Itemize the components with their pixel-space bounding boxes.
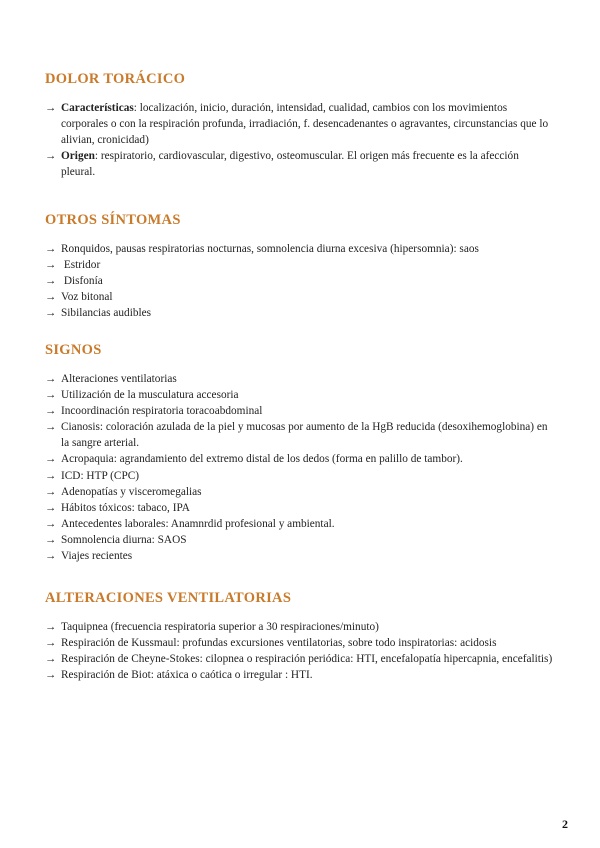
item-text: Utilización de la musculatura accesoria bbox=[61, 389, 239, 402]
item-text: Respiración de Kussmaul: profundas excursiones ventilatorias, sobre todo inspiratorias: acidosis bbox=[61, 637, 497, 650]
arrow-icon: → bbox=[45, 405, 57, 418]
section-heading: OTROS SÍNTOMAS bbox=[45, 212, 181, 228]
section-alteraciones-ventilatorias bbox=[45, 589, 555, 683]
list-item bbox=[45, 651, 555, 667]
item-text: Voz bitonal bbox=[61, 291, 113, 304]
item-text: Incoordinación respiratoria toracoabdominal bbox=[61, 405, 263, 418]
arrow-icon: → bbox=[45, 453, 57, 466]
list-item bbox=[45, 500, 555, 516]
item-text: Hábitos tóxicos: tabaco, IPA bbox=[61, 501, 190, 514]
arrow-icon: → bbox=[45, 259, 57, 272]
bullet-list bbox=[45, 100, 555, 180]
item-text: : respiratorio, cardiovascular, digestivo, osteomuscular. El origen más frecuente es la afección pleural. bbox=[61, 150, 519, 179]
item-text: Acropaquia: agrandamiento del extremo distal de los dedos (forma en palillo de tambor). bbox=[61, 453, 463, 466]
arrow-icon: → bbox=[45, 501, 57, 514]
section-dolor-toracico bbox=[45, 70, 555, 180]
list-item bbox=[45, 257, 555, 273]
item-text: Taquipnea (frecuencia respiratoria superior a 30 respiraciones/minuto) bbox=[61, 621, 379, 633]
arrow-icon: → bbox=[45, 621, 57, 633]
item-text: Adenopatías y visceromegalias bbox=[61, 485, 202, 498]
list-item bbox=[45, 468, 555, 484]
section-otros-sintomas bbox=[45, 211, 555, 321]
list-item bbox=[45, 403, 555, 419]
list-item bbox=[45, 371, 555, 387]
arrow-icon: → bbox=[45, 469, 57, 482]
list-item bbox=[45, 619, 555, 635]
arrow-icon: → bbox=[45, 669, 57, 682]
item-text: Sibilancias audibles bbox=[61, 307, 152, 320]
arrow-icon: → bbox=[45, 307, 57, 320]
item-text: Estridor bbox=[61, 259, 101, 272]
item-label: Características bbox=[61, 102, 134, 114]
page-number: 2 bbox=[562, 817, 568, 831]
list-item bbox=[45, 241, 555, 257]
arrow-icon: → bbox=[45, 389, 57, 402]
item-text: Antecedentes laborales: Anamnrdid profesional y ambiental. bbox=[61, 517, 335, 530]
list-item bbox=[45, 667, 555, 683]
section-heading: DOLOR TORÁCICO bbox=[45, 71, 186, 87]
item-text: Respiración de Biot: atáxica o caótica o irregular : HTI. bbox=[61, 669, 313, 682]
arrow-icon: → bbox=[45, 653, 57, 666]
bullet-list bbox=[45, 371, 555, 564]
bullet-list bbox=[45, 241, 555, 321]
item-text: Alteraciones ventilatorias bbox=[61, 373, 177, 385]
item-text: ICD: HTP (CPC) bbox=[61, 469, 140, 482]
arrow-icon: → bbox=[45, 373, 57, 385]
arrow-icon: → bbox=[45, 637, 57, 650]
list-item bbox=[45, 451, 555, 467]
list-item bbox=[45, 516, 555, 532]
arrow-icon: → bbox=[45, 533, 57, 546]
arrow-icon: → bbox=[45, 485, 57, 498]
list-item bbox=[45, 548, 555, 564]
arrow-icon: → bbox=[45, 421, 57, 434]
section-signos bbox=[45, 341, 555, 564]
item-text: Viajes recientes bbox=[61, 550, 133, 563]
arrow-icon: → bbox=[45, 150, 57, 163]
list-item bbox=[45, 419, 555, 451]
arrow-icon: → bbox=[45, 102, 57, 114]
list-item bbox=[45, 100, 555, 148]
list-item bbox=[45, 635, 555, 651]
list-item bbox=[45, 532, 555, 548]
list-item bbox=[45, 484, 555, 500]
item-text: : localización, inicio, duración, intensidad, cualidad, cambios con los movimientos corporales o con la respiración profunda, irradiación, f. desencadenantes o agravantes, circunstancias que lo alivian, cronicidad) bbox=[61, 102, 549, 147]
section-heading: ALTERACIONES VENTILATORIAS bbox=[45, 590, 292, 606]
item-text: Somnolencia diurna: SAOS bbox=[61, 533, 187, 546]
arrow-icon: → bbox=[45, 275, 57, 288]
list-item bbox=[45, 305, 555, 321]
item-text: Cianosis: coloración azulada de la piel y mucosas por aumento de la HgB reducida (desoxihemoglobina) en la sangre arterial. bbox=[61, 421, 548, 450]
list-item bbox=[45, 273, 555, 289]
list-item bbox=[45, 148, 555, 180]
arrow-icon: → bbox=[45, 243, 57, 255]
bullet-list bbox=[45, 619, 555, 683]
section-heading: SIGNOS bbox=[45, 342, 102, 358]
item-text: Ronquidos, pausas respiratorias nocturnas, somnolencia diurna excesiva (hipersomnia): saos bbox=[61, 243, 479, 255]
list-item bbox=[45, 387, 555, 403]
arrow-icon: → bbox=[45, 517, 57, 530]
list-item bbox=[45, 289, 555, 305]
arrow-icon: → bbox=[45, 291, 57, 304]
arrow-icon: → bbox=[45, 550, 57, 563]
item-text: Disfonía bbox=[61, 275, 103, 288]
item-text: Respiración de Cheyne-Stokes: cilopnea o respiración periódica: HTI, encefalopatía hipercapnia, encefalitis) bbox=[61, 653, 553, 666]
item-label: Origen bbox=[61, 150, 95, 163]
